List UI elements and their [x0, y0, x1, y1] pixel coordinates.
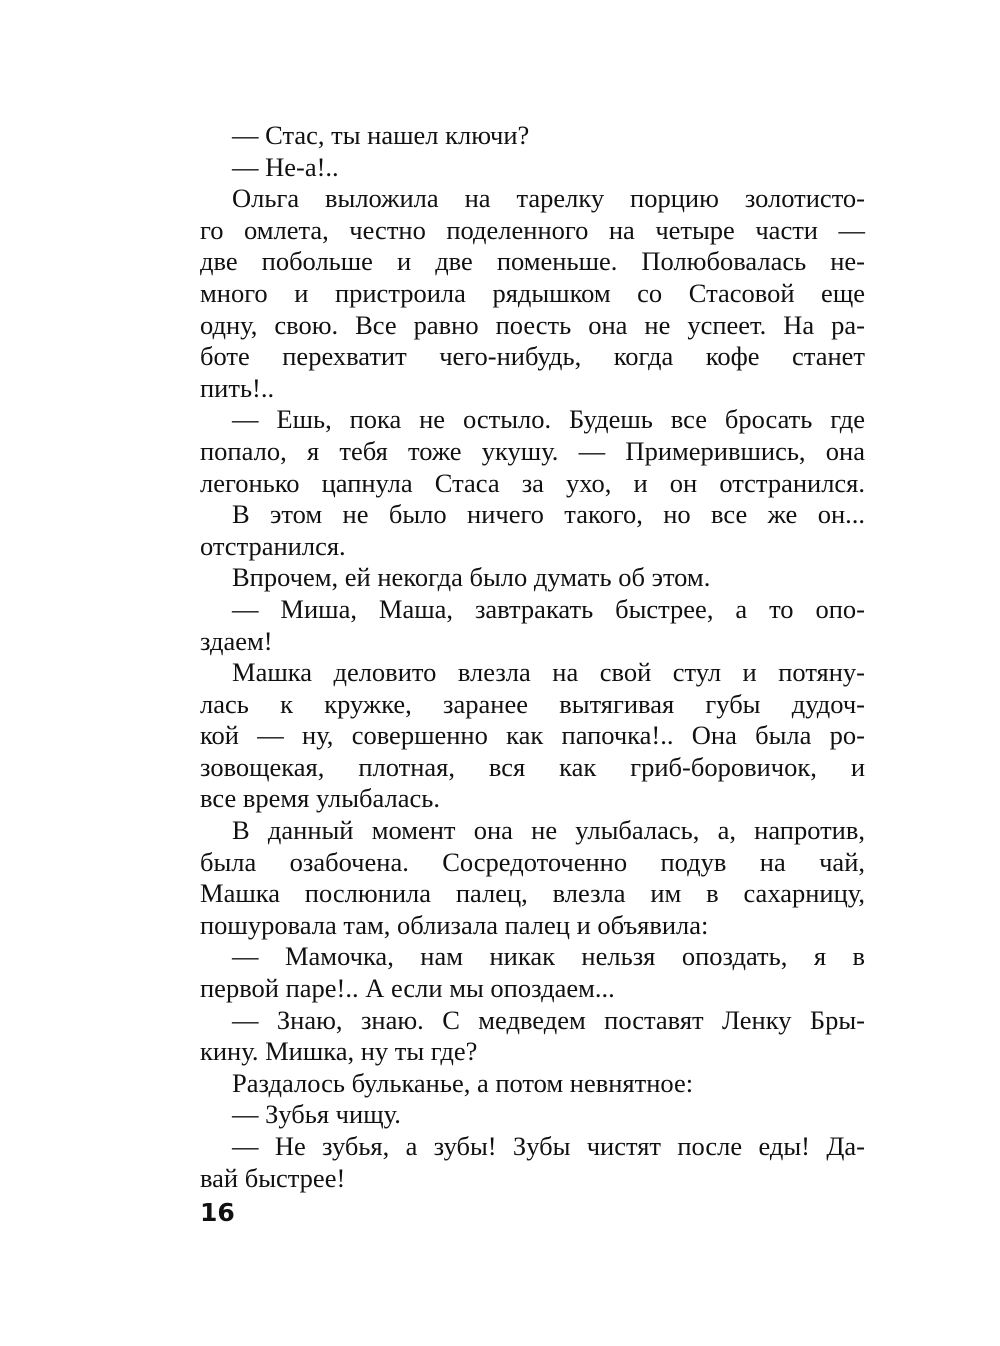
text-line: — Ешь, пока не остыло. Будешь все бросать где	[232, 404, 865, 435]
text-line: здаем!	[200, 625, 273, 656]
text-line: вай быстрее!	[200, 1162, 346, 1193]
text-line: пошуровала там, облизала палец и объявила:	[200, 909, 709, 940]
page-number: 16	[200, 1198, 235, 1227]
text-line: лась к кружке, заранее вытягивая губы дудоч-	[200, 688, 865, 719]
text-line: — Не-а!..	[232, 151, 339, 182]
text-line: кой — ну, совершенно как папочка!.. Она была ро-	[200, 720, 865, 751]
text-line: отстранился.	[200, 530, 346, 561]
text-line: много и пристроила рядышком со Стасовой еще	[200, 277, 865, 308]
text-line: Впрочем, ей некогда было думать об этом.	[232, 562, 711, 593]
text-line: боте перехватит чего-нибудь, когда кофе станет	[200, 341, 865, 372]
text-line: — Зубья чищу.	[232, 1099, 401, 1130]
body-text	[200, 120, 865, 1194]
text-line: — Мамочка, нам никак нельзя опоздать, я в	[232, 941, 865, 972]
text-line: — Знаю, знаю. С медведем поставят Ленку Бры-	[232, 1004, 865, 1035]
text-line: первой паре!.. А если мы опоздаем...	[200, 973, 615, 1004]
text-line: В этом не было ничего такого, но все же он...	[232, 499, 865, 530]
text-line: пить!..	[200, 372, 275, 403]
text-line: Ольга выложила на тарелку порцию золотисто-	[232, 183, 865, 214]
text-line: го омлета, честно поделенного на четыре части —	[200, 214, 865, 245]
text-line: — Миша, Маша, завтракать быстрее, а то опо-	[232, 593, 865, 624]
text-line: легонько цапнула Стаса за ухо, и он отстранился.	[200, 467, 865, 498]
text-line: две побольше и две поменьше. Полюбовалась не-	[200, 246, 865, 277]
text-line: Раздалось бульканье, а потом невнятное:	[232, 1067, 694, 1098]
text-line: была озабочена. Сосредоточенно подув на чай,	[200, 846, 865, 877]
text-line: Машка деловито влезла на свой стул и потяну-	[232, 657, 865, 688]
text-line: кину. Мишка, ну ты где?	[200, 1036, 478, 1067]
text-line: попало, я тебя тоже укушу. — Примерившись, она	[200, 435, 865, 466]
text-line: — Стас, ты нашел ключи?	[232, 120, 530, 150]
text-line: В данный момент она не улыбалась, а, напротив,	[232, 815, 865, 846]
text-line: зовощекая, плотная, вся как гриб-боровичок, и	[200, 751, 865, 782]
text-line: Машка послюнила палец, влезла им в сахарницу,	[200, 878, 865, 909]
text-line: все время улыбалась.	[200, 783, 440, 814]
text-line: — Не зубья, а зубы! Зубы чистят после еды! Да-	[232, 1131, 865, 1161]
text-line: одну, свою. Все равно поесть она не успеет. На ра-	[200, 309, 865, 340]
